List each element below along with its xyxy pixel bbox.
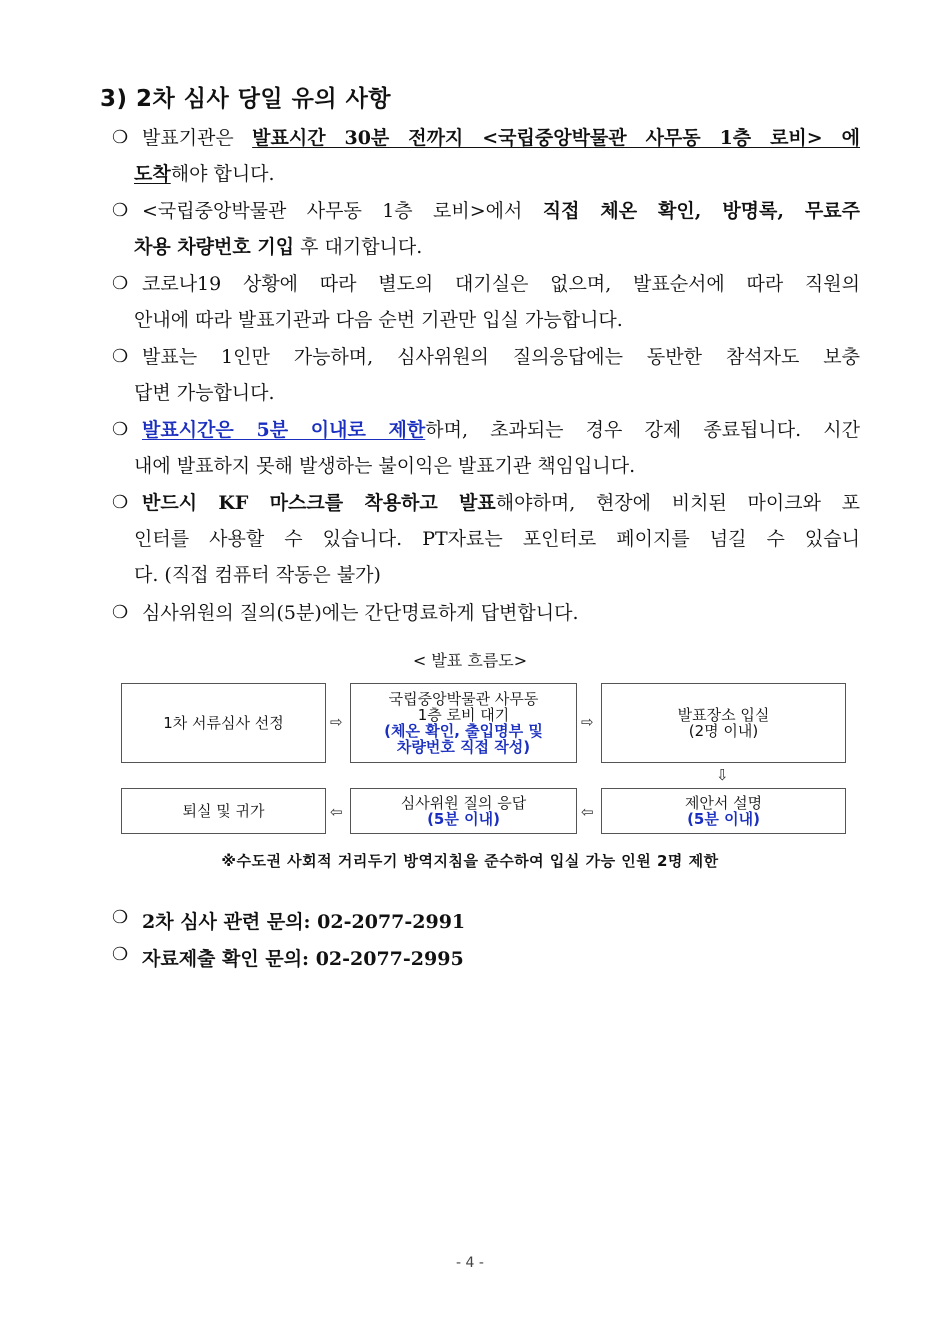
flow-title: < 발표 흐름도> [412,651,528,670]
item-line [142,412,860,448]
item-line: 답변 가능합니다. [134,382,275,404]
flow-box-proposal-presentation [601,788,846,834]
item-emphasis: 발표시간 30분 전까지 <국립중앙박물관 사무동 1층 로비> 에 [252,127,861,149]
item-text: <국립중앙박물관 사무동 1층 로비>에서 [142,200,543,222]
flow-box-label: 1차 서류심사 선정 [163,714,284,732]
flow-box-label: 발표장소 입실 [677,706,770,724]
item-emphasis: 직접 체온 확인, 방명록, 무료주 [542,200,860,222]
page-number: - 4 - [456,1255,484,1271]
arrow-right-icon: ⇨ [330,713,343,731]
flow-box-note: (5분 이내) [687,810,760,828]
circle-bullet-icon: ❍ [112,492,129,513]
flow-box-document-screening [121,683,326,763]
circle-bullet-icon: ❍ [112,127,129,148]
item-line [142,485,860,521]
circle-bullet-icon: ❍ [112,200,129,221]
item-emphasis: 차용 차량번호 기입 [134,236,295,258]
arrow-right-icon: ⇨ [581,713,594,731]
arrow-down-icon: ⇩ [716,766,729,784]
item-line: 심사위원의 질의(5분)에는 간단명료하게 답변합니다. [142,602,579,624]
flow-box-note: 차량번호 직접 작성) [396,738,531,756]
item-line: 코로나19 상황에 따라 별도의 대기실은 없으며, 발표순서에 따라 직원의 [142,273,860,295]
flow-box-label: (2명 이내) [688,722,759,740]
item-line: 안내에 따라 발표기관과 다음 순번 기관만 입실 가능합니다. [134,309,623,331]
flow-box-qa [350,788,577,834]
circle-bullet-icon: ❍ [112,346,129,367]
item-text: 후 대기합니다. [294,236,423,258]
circle-bullet-icon: ❍ [112,602,129,623]
flow-box-enter-room [601,683,846,763]
flow-box-label: 1층 로비 대기 [417,706,510,724]
arrow-left-icon: ⇦ [330,803,343,821]
flow-box-lobby-wait [350,683,577,763]
circle-bullet-icon: ❍ [112,419,129,440]
item-line: 발표는 1인만 가능하며, 심사위원의 질의응답에는 동반한 참석자도 보충 [142,346,860,368]
item-line: 인터를 사용할 수 있습니다. PT자료는 포인터로 페이지를 넘길 수 있습니 [134,528,860,550]
item-line [134,229,422,265]
flow-box-exit [121,788,326,834]
item-line [134,156,275,192]
section-heading: 3) 2차 심사 당일 유의 사항 [100,86,392,112]
flow-box-note: (체온 확인, 출입명부 및 [384,722,543,740]
contact-text: 자료제출 확인 문의: 02-2077-2995 [142,948,464,970]
item-emphasis: 발표시간은 5분 이내로 제한 [142,419,426,441]
item-line [142,120,860,156]
flow-box-label: 제안서 설명 [684,794,763,812]
item-emphasis: 도착 [134,163,171,185]
circle-bullet-icon: ❍ [112,273,129,294]
circle-bullet-icon: ❍ [112,944,129,965]
item-text: 하며, 초과되는 경우 강제 종료됩니다. 시간 [425,419,860,441]
distancing-note: ※수도권 사회적 거리두기 방역지침을 준수하여 입실 가능 인원 2명 제한 [221,852,719,870]
arrow-left-icon: ⇦ [581,803,594,821]
item-text: 해야하며, 현장에 비치된 마이크와 포 [495,492,860,514]
circle-bullet-icon: ❍ [112,907,129,928]
flow-box-label: 국립중앙박물관 사무동 [388,690,539,708]
flow-box-note: (5분 이내) [427,810,500,828]
flow-box-label: 심사위원 질의 응답 [400,794,527,812]
item-text: 발표기관은 [142,127,253,149]
item-line [142,193,860,229]
contact-text: 2차 심사 관련 문의: 02-2077-2991 [142,911,466,933]
item-line: 다. (직접 컴퓨터 작동은 불가) [134,564,381,586]
item-line: 내에 발표하지 못해 발생하는 불이익은 발표기관 책임입니다. [134,455,636,477]
flow-box-label: 퇴실 및 귀가 [182,802,265,820]
item-emphasis: 반드시 KF 마스크를 착용하고 발표 [142,492,496,514]
item-text: 해야 합니다. [170,163,275,185]
